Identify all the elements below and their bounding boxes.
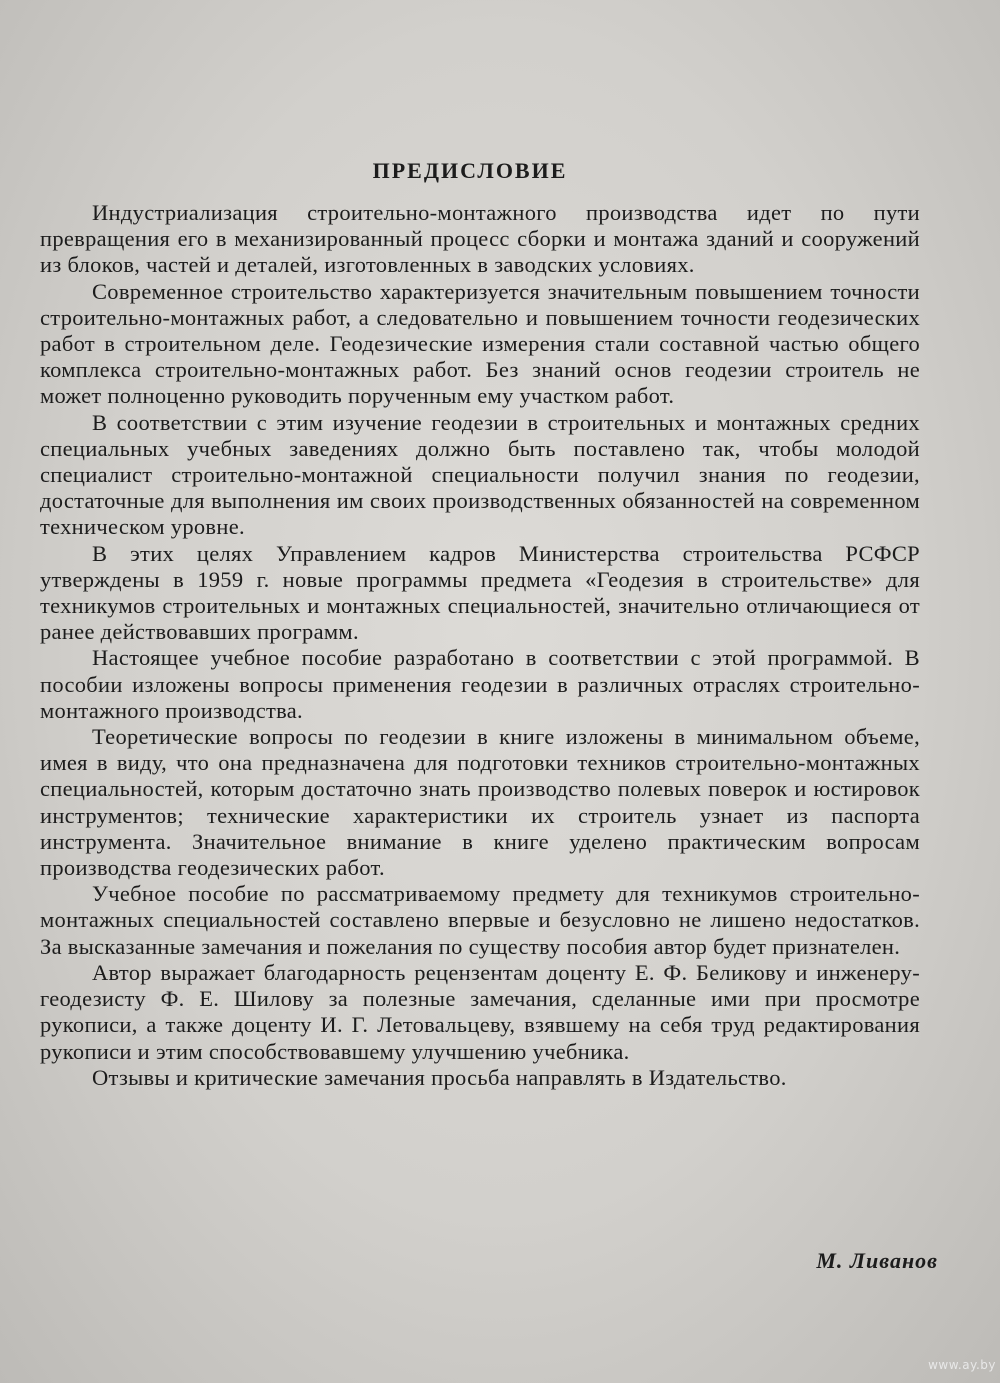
paragraph-9: Отзывы и критические замечания просьба направлять в Издательство.	[92, 1064, 787, 1090]
paragraph-5: Настоящее учебное пособие разработано в соответствии с этой программой. В пособии изложены вопросы применения геодезии в различных отраслях строительно-монтажного производства.	[40, 645, 920, 723]
paragraph-3: В соответствии с этим изучение геодезии в строительных и монтажных средних специальных учебных заведениях должно быть поставлено так, чтобы молодой специалист строительно-монтажной специальности получил знания по геодезии, достаточные для выполнения им своих производственных обязанностей на современном техническом уровне.	[40, 409, 920, 540]
watermark: www.ay.by	[928, 1358, 996, 1372]
paragraph-7: Учебное пособие по рассматриваемому предмету для техникумов строительно-монтажных специальностей составлено впервые и безусловно не лишено недостатков. За высказанные замечания и пожелания по существу пособия автор будет признателен.	[40, 881, 920, 959]
preface-body	[40, 200, 920, 1091]
paragraph-6: Теоретические вопросы по геодезии в книге изложены в минимальном объеме, имея в виду, что она предназначена для подготовки техников строительно-монтажных специальностей, которым достаточно знать производство полевых поверок и юстировок инструментов; технические характеристики их строитель узнает из паспорта инструмента. Значительное внимание в книге уделено практическим вопросам производства геодезических работ.	[40, 724, 920, 881]
paragraph-1: Индустриализация строительно-монтажного производства идет по пути превращения его в механизированный процесс сборки и монтажа зданий и сооружений из блоков, частей и деталей, изготовленных в заводских условиях.	[40, 200, 920, 278]
author-signature: М. Ливанов	[816, 1248, 938, 1273]
paragraph-4: В этих целях Управлением кадров Министерства строительства РСФСР утверждены в 1959 г. новые программы предмета «Геодезия в строительстве» для техникумов строительных и монтажных специальностей, значительно отличающиеся от ранее действовавших программ.	[40, 540, 920, 645]
paragraph-8: Автор выражает благодарность рецензентам доценту Е. Ф. Беликову и инженеру-геодезисту Ф. Е. Шилову за полезные замечания, сделанные ими при просмотре рукописи, а также доценту И. Г. Летовальцеву, взявшему на себя труд редактирования рукописи и этим способствовавшему улучшению учебника.	[40, 959, 920, 1064]
paragraph-2: Современное строительство характеризуется значительным повышением точности строительно-монтажных работ, а следовательно и повышением точности геодезических работ в строительном деле. Геодезические измерения стали составной частью общего комплекса строительно-монтажных работ. Без знаний основ геодезии строитель не может полноценно руководить порученным ему участком работ.	[40, 278, 920, 409]
page-title: ПРЕДИСЛОВИЕ	[372, 158, 568, 183]
